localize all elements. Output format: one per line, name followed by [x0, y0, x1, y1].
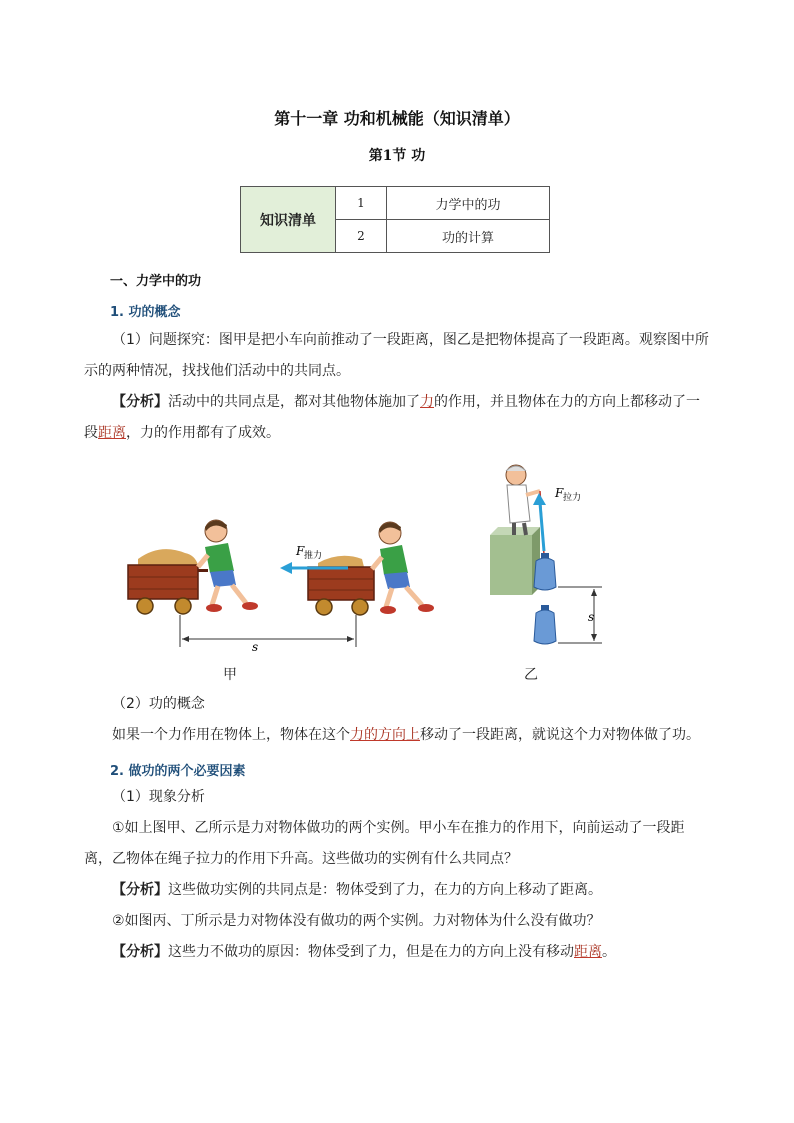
work-illustration	[0, 455, 794, 685]
cart-1	[128, 549, 208, 614]
boy-1	[198, 520, 258, 612]
text-span: 的作用，并且物体在力的方向上都移动了一段	[84, 394, 700, 441]
analysis-paragraph	[84, 937, 712, 968]
answer-underline: 力的方向上	[350, 727, 420, 743]
platform-block	[490, 527, 540, 595]
paragraph: ①如上图甲、乙所示是力对物体做功的两个实例。甲小车在推力的作用下，向前运动了一段距离，乙物体在绳子拉力的作用下升高。这些做功的实例有什么共同点？	[84, 820, 685, 867]
text-span: 如果一个力作用在物体上，物体在这个	[112, 727, 350, 743]
text-span: 活动中的共同点是，都对其他物体施加了	[168, 394, 420, 410]
table-num-cell: 1	[336, 187, 387, 220]
chapter-title: 第十一章 功和机械能（知识清单）	[274, 109, 520, 128]
section-heading: 一、力学中的功	[110, 274, 202, 289]
pull-force-subscript: 拉力	[563, 493, 582, 503]
bottle-lower	[534, 605, 556, 644]
cart-2	[308, 556, 374, 615]
distance-marker-vertical	[558, 587, 602, 643]
distance-label-s: s	[252, 640, 259, 654]
push-force-label: F	[296, 544, 305, 558]
distance-label-s-vertical: s	[588, 610, 595, 624]
text-span: 。	[602, 944, 616, 960]
definition-paragraph	[84, 720, 712, 751]
pull-force-label: F	[555, 486, 564, 500]
text-span: ，力的作用都有了成效。	[126, 425, 280, 441]
table-num-cell: 2	[336, 220, 387, 253]
figure-caption-jia: 甲	[223, 667, 237, 683]
table-row	[241, 187, 550, 220]
text-span: 这些力不做功的原因：物体受到了力，但是在力的方向上没有移动	[168, 944, 574, 960]
section-title: 第1节 功	[368, 148, 426, 164]
paragraph: （1）问题探究：图甲是把小车向前推动了一段距离，图乙是把物体提高了一段距离。观察图中所示的两种情况，找找他们活动中的共同点。	[84, 332, 709, 379]
subsection-heading: 2. 做功的两个必要因素	[110, 764, 246, 779]
table-item-cell: 功的计算	[387, 220, 550, 253]
figure-caption-yi: 乙	[524, 667, 538, 683]
text-span: 移动了一段距离，就说这个力对物体做了功。	[420, 727, 700, 743]
text-span: 这些做功实例的共同点是：物体受到了力，在力的方向上移动了距离。	[168, 882, 602, 898]
answer-underline: 距离	[574, 944, 602, 960]
analysis-paragraph	[84, 875, 712, 906]
analysis-tag: 【分析】	[112, 944, 168, 960]
distance-marker-horizontal	[180, 615, 356, 647]
knowledge-table	[240, 186, 550, 253]
table-item-cell: 力学中的功	[387, 187, 550, 220]
push-force-subscript: 推力	[304, 551, 323, 561]
analysis-tag: 【分析】	[112, 394, 168, 410]
scientist	[506, 465, 540, 535]
table-header-cell: 知识清单	[241, 187, 336, 253]
answer-underline: 距离	[98, 425, 126, 441]
boy-2	[372, 522, 434, 614]
subsection-heading: 1. 功的概念	[110, 305, 181, 320]
paragraph: （1）现象分析	[112, 789, 205, 805]
analysis-paragraph	[84, 387, 712, 449]
analysis-tag: 【分析】	[112, 882, 168, 898]
answer-underline: 力	[420, 394, 434, 410]
paragraph: ②如图丙、丁所示是力对物体没有做功的两个实例。力对物体为什么没有做功？	[112, 913, 601, 929]
paragraph: （2）功的概念	[112, 696, 205, 712]
